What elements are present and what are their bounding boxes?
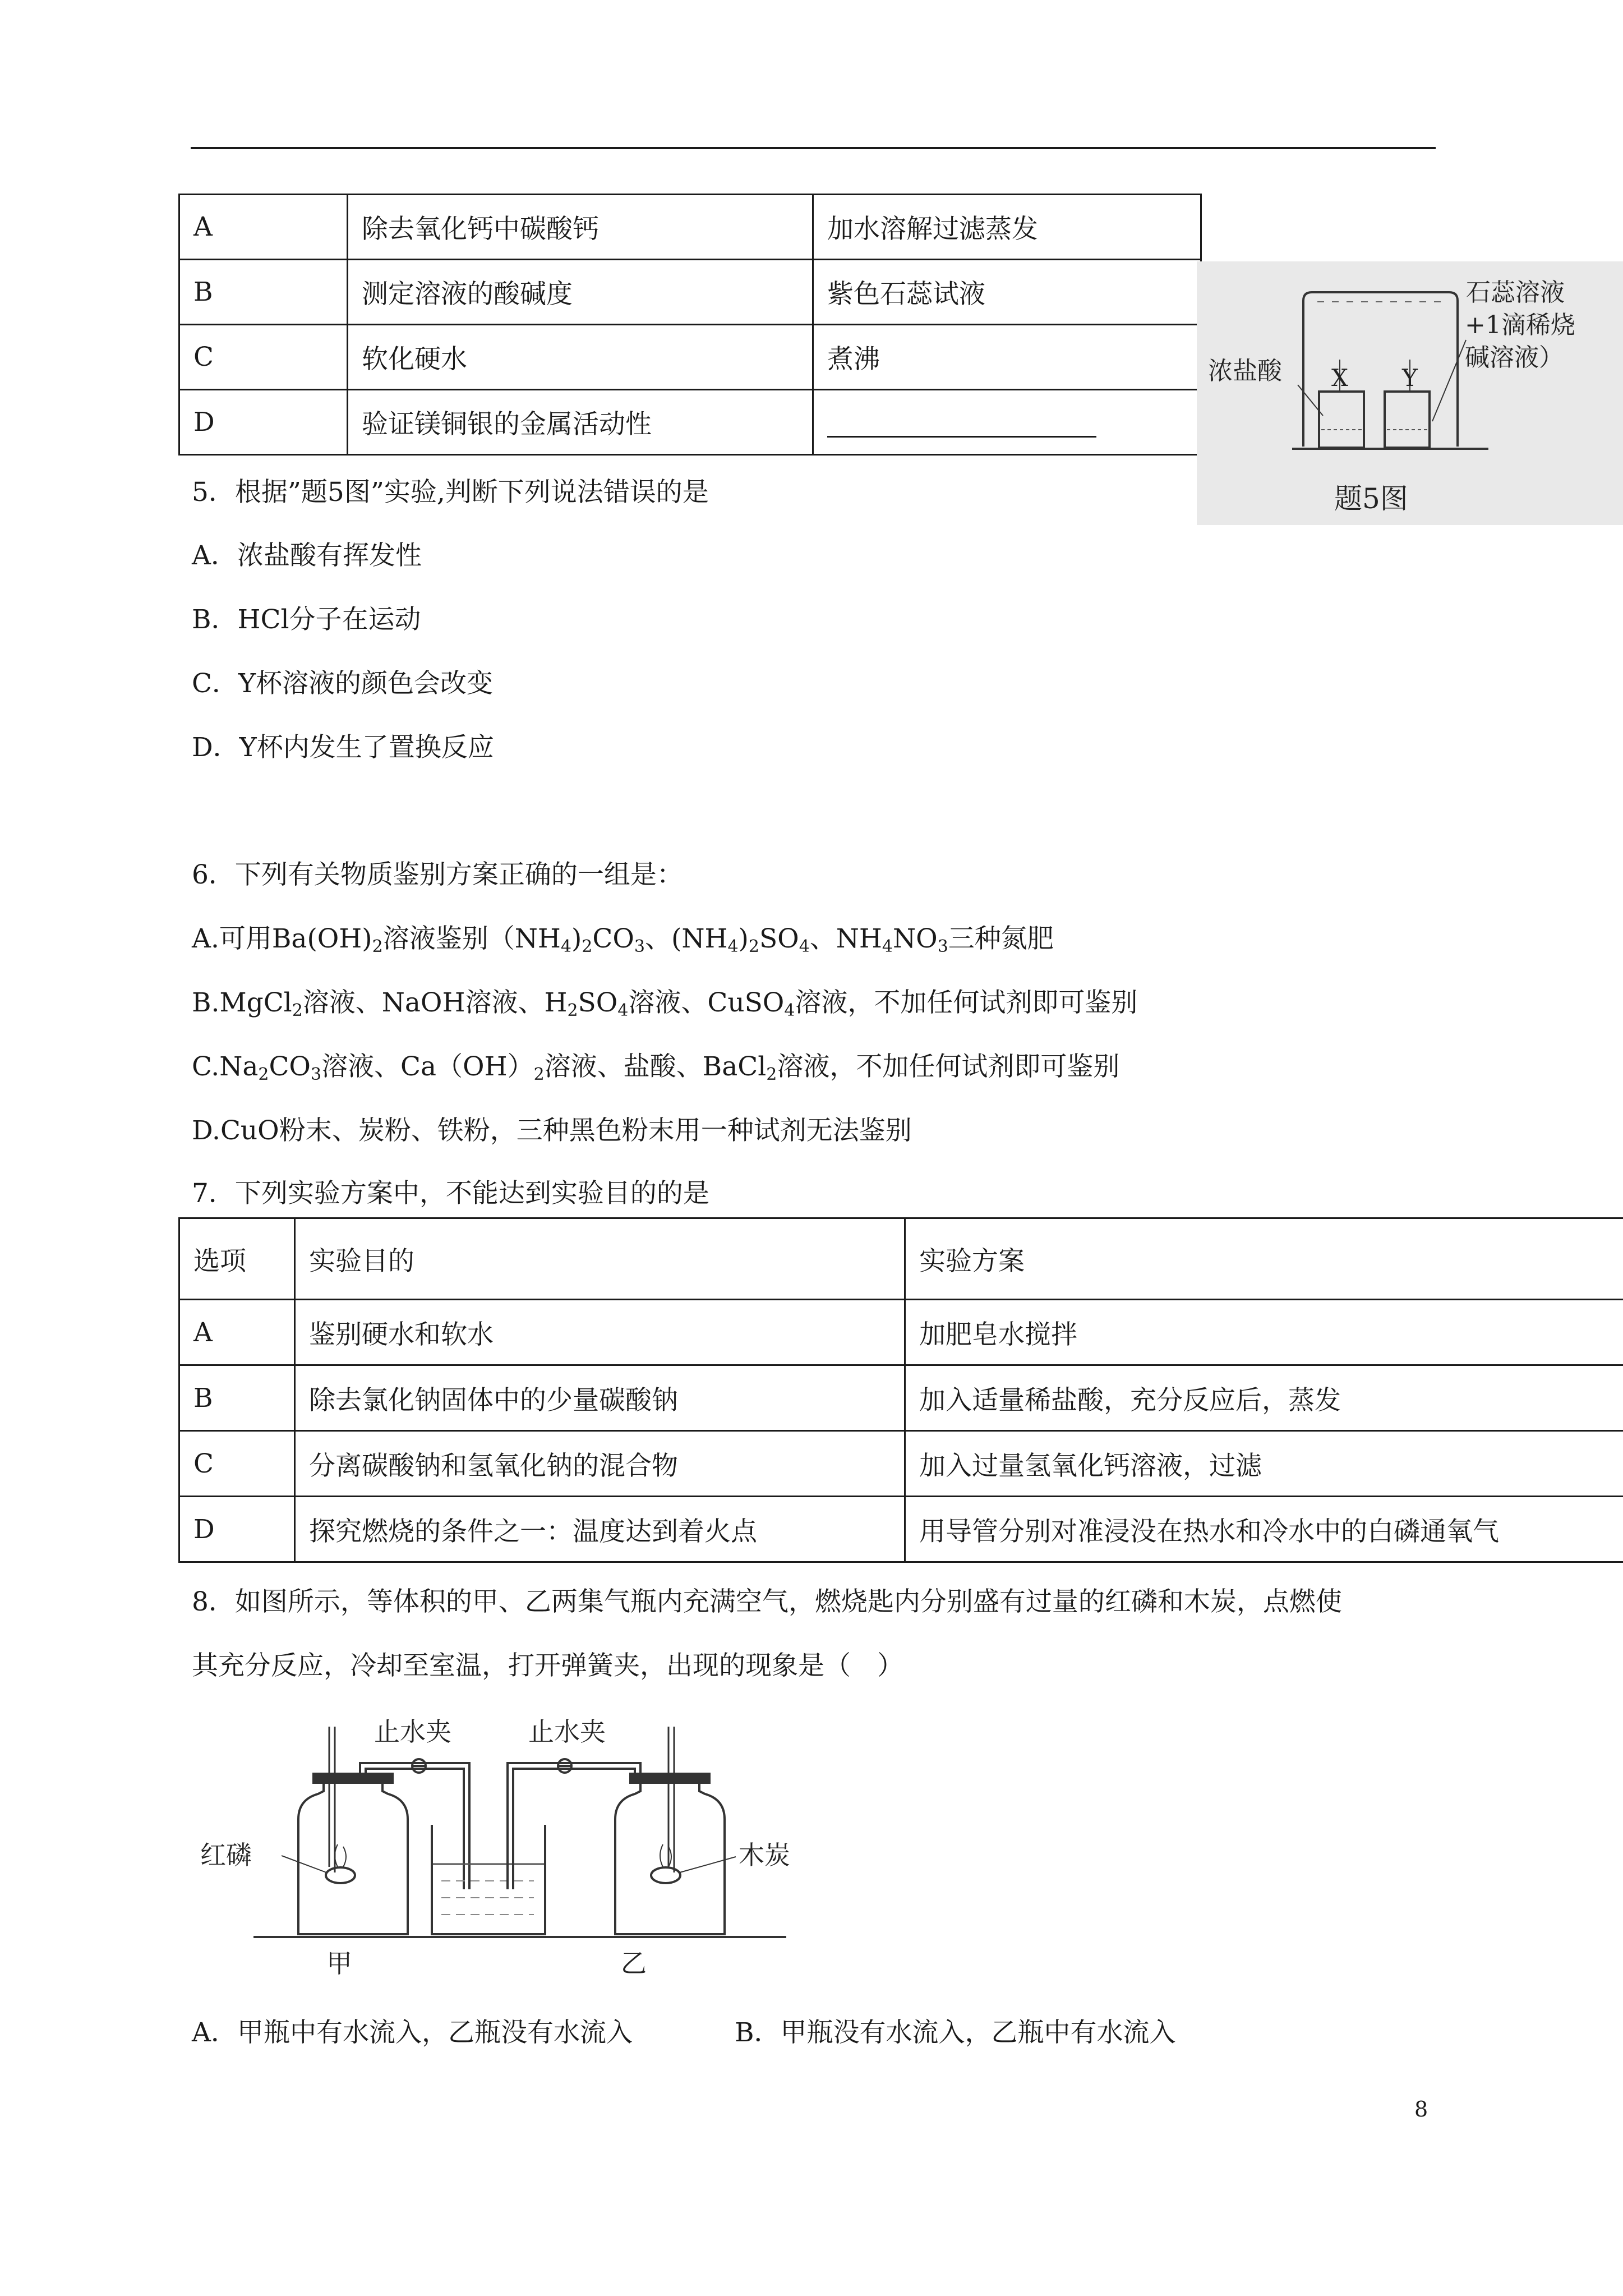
subscript: 4: [727, 937, 739, 956]
table-row: [179, 325, 1201, 390]
q8-option-b: B．甲瓶没有水流入，乙瓶中有水流入: [735, 2017, 1176, 2048]
label-y: Y: [1402, 364, 1418, 392]
q6-option-d: D.CuO粉末、炭粉、铁粉，三种黑色粉末用一种试剂无法鉴别: [192, 1115, 912, 1146]
method-cell: 紫色石蕊试液: [813, 260, 1201, 325]
method-cell: [813, 390, 1201, 455]
option-cell: B: [179, 1365, 295, 1431]
subscript: 2: [582, 937, 593, 956]
label-jia: 甲: [326, 1948, 352, 1978]
q6-option-c: [192, 1046, 1119, 1084]
label-clamp-left: 止水夹: [374, 1717, 451, 1747]
text-run: NO: [893, 923, 938, 954]
subscript: 2: [372, 937, 383, 956]
label-alkali: 碱溶液）: [1465, 343, 1564, 372]
table-row: [179, 1497, 1623, 1562]
figure-8: [192, 1704, 812, 1982]
subscript: 2: [766, 1065, 777, 1084]
text-run: 溶液、CuSO: [628, 987, 785, 1018]
purpose-cell: 鉴别硬水和软水: [295, 1300, 905, 1365]
option-cell: D: [179, 390, 348, 455]
text-run: 溶液，不加任何试剂即可鉴别: [795, 987, 1138, 1018]
subscript: 3: [937, 937, 948, 956]
label-acid: 浓盐酸: [1208, 357, 1282, 385]
method-cell: 煮沸: [813, 325, 1201, 390]
subscript: 4: [617, 1001, 629, 1020]
option-cell: A: [179, 1300, 295, 1365]
text-run: CO: [592, 923, 634, 954]
header-rule: [191, 147, 1436, 149]
text-run: 三种氮肥: [948, 923, 1054, 954]
purpose-cell: 除去氯化钠固体中的少量碳酸钠: [295, 1365, 905, 1431]
subscript: 2: [748, 937, 759, 956]
subscript: 2: [292, 1001, 303, 1020]
option-cell: D: [179, 1497, 295, 1562]
figure-5-drawing: [1197, 261, 1623, 525]
text-run: 溶液、盐酸、BaCl: [544, 1051, 767, 1082]
option-cell: C: [179, 1431, 295, 1497]
text-run: ): [571, 923, 582, 954]
table-header-row: [179, 1218, 1623, 1300]
method-cell: 加入过量氢氧化钙溶液，过滤: [905, 1431, 1623, 1497]
q5-option-a: A．浓盐酸有挥发性: [192, 540, 422, 571]
label-litmus: 石蕊溶液: [1466, 278, 1565, 307]
figure-8-drawing: [192, 1704, 812, 1982]
label-naoh-drop: +1滴稀烧: [1465, 311, 1575, 339]
table-question-7: [178, 1217, 1623, 1563]
text-run: SO: [578, 987, 618, 1018]
q8-stem-line-1: 8．如图所示，等体积的甲、乙两集气瓶内充满空气，燃烧匙内分别盛有过量的红磷和木炭，点燃使: [192, 1586, 1342, 1617]
text-run: C.Na: [192, 1051, 259, 1082]
subscript: 2: [567, 1001, 578, 1020]
text-run: CO: [269, 1051, 311, 1082]
table-row: [179, 1365, 1623, 1431]
text-run: 溶液、Ca（OH）: [321, 1051, 534, 1082]
table-row: [179, 195, 1201, 260]
q8-stem-line-2: 其充分反应，冷却至室温，打开弹簧夹，出现的现象是（ ）: [192, 1650, 903, 1681]
purpose-cell: 探究燃烧的条件之一：温度达到着火点: [295, 1497, 905, 1562]
text-run: 溶液，不加任何试剂即可鉴别: [777, 1051, 1120, 1082]
option-cell: B: [179, 260, 348, 325]
purpose-cell: 测定溶液的酸碱度: [348, 260, 813, 325]
page-number: 8: [1414, 2097, 1428, 2122]
label-red-phosphorus: 红磷: [200, 1840, 252, 1870]
purpose-cell: 软化硬水: [348, 325, 813, 390]
text-run: 、NH: [809, 923, 882, 954]
method-cell: 加水溶解过滤蒸发: [813, 195, 1201, 260]
option-cell: A: [179, 195, 348, 260]
q6-option-b: [192, 982, 1137, 1020]
subscript: 4: [799, 937, 810, 956]
header-purpose: 实验目的: [295, 1218, 905, 1300]
q6-option-a: [192, 918, 1054, 956]
q8-option-a: A．甲瓶中有水流入，乙瓶没有水流入: [192, 2017, 633, 2048]
text-run: 、(NH: [644, 923, 728, 954]
q6-stem: 6．下列有关物质鉴别方案正确的一组是：: [192, 859, 683, 890]
purpose-cell: 分离碳酸钠和氢氧化钠的混合物: [295, 1431, 905, 1497]
table-row: [179, 260, 1201, 325]
figure-5: [1197, 261, 1623, 525]
q5-stem: 5．根据”题5图”实验,判断下列说法错误的是: [192, 477, 709, 508]
text-run: B.MgCl: [192, 987, 292, 1018]
subscript: 3: [310, 1065, 322, 1084]
header-method: 实验方案: [905, 1218, 1623, 1300]
text-run: 溶液鉴别（NH: [382, 923, 561, 954]
q5-option-b: B．HCl分子在运动: [192, 604, 421, 635]
text-run: SO: [759, 923, 799, 954]
q7-stem: 7．下列实验方案中，不能达到实验目的的是: [192, 1178, 709, 1209]
subscript: 2: [533, 1065, 545, 1084]
table-question-4: [178, 194, 1202, 455]
method-cell: 用导管分别对准浸没在热水和冷水中的白磷通氧气: [905, 1497, 1623, 1562]
subscript: 2: [258, 1065, 269, 1084]
text-run: 溶液、NaOH溶液、H: [302, 987, 568, 1018]
label-x: X: [1331, 364, 1348, 392]
table-row: [179, 1300, 1623, 1365]
label-charcoal: 木炭: [739, 1840, 790, 1870]
answer-blank: [827, 410, 1096, 438]
table-row: [179, 390, 1201, 455]
figure-5-caption: 题5图: [1334, 482, 1408, 515]
table-row: [179, 1431, 1623, 1497]
method-cell: 加入适量稀盐酸，充分反应后，蒸发: [905, 1365, 1623, 1431]
text-run: A.可用Ba(OH): [192, 923, 372, 954]
method-cell: 加肥皂水搅拌: [905, 1300, 1623, 1365]
subscript: 4: [784, 1001, 795, 1020]
q5-option-c: C．Y杯溶液的颜色会改变: [192, 668, 493, 699]
subscript: 4: [560, 937, 571, 956]
q5-option-d: D．Y杯内发生了置换反应: [192, 732, 494, 763]
header-option: 选项: [179, 1218, 295, 1300]
label-yi: 乙: [621, 1948, 647, 1978]
text-run: ): [738, 923, 749, 954]
purpose-cell: 除去氧化钙中碳酸钙: [348, 195, 813, 260]
purpose-cell: 验证镁铜银的金属活动性: [348, 390, 813, 455]
subscript: 4: [882, 937, 893, 956]
option-cell: C: [179, 325, 348, 390]
label-clamp-right: 止水夹: [528, 1717, 606, 1747]
subscript: 3: [634, 937, 645, 956]
